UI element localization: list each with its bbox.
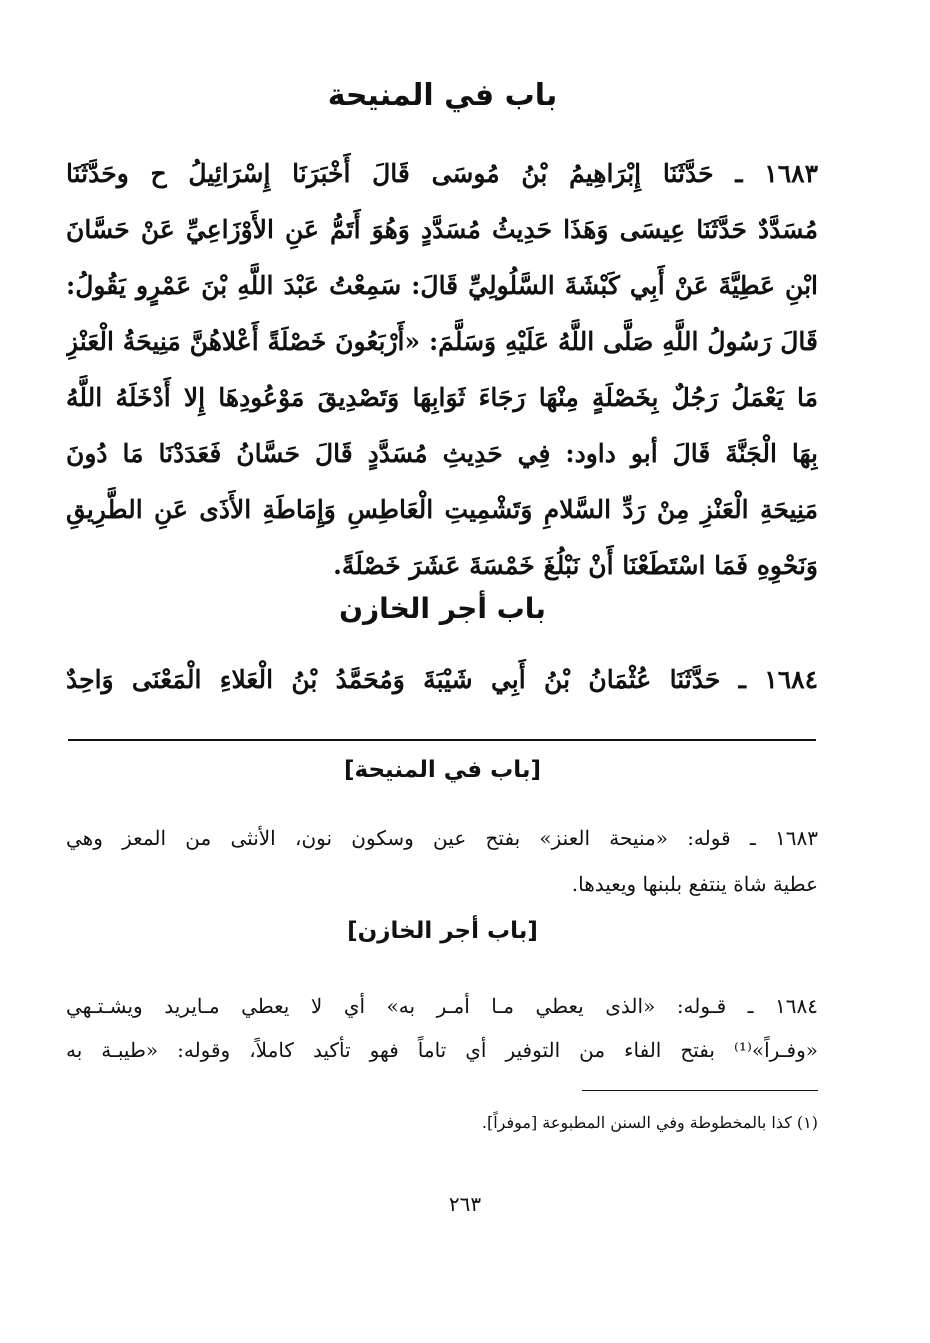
hadith-1683-line: قَالَ رَسُولُ اللَّهِ صَلَّى اللَّهُ عَلَيْهِ وَسَلَّمَ: «أَرْبَعُونَ خَصْلَةً أَعْلاهُنَّ مَنِيحَةُ الْعَنْزِ [66,327,818,356]
hadith-1683-line: ابْنِ عَطِيَّةَ عَنْ أَبِي كَبْشَةَ السَّلُولِيِّ قَالَ: سَمِعْتُ عَبْدَ اللَّهِ بْنَ عَمْرٍو يَقُولُ: [66,271,818,300]
commentary-line: ١٦٨٣ ـ قوله: «منيحة العنز» بفتح عين وسكون نون، الأنثى من المعز وهي [66,826,818,850]
commentary-divider [68,739,816,741]
hadith-1683-line: وَنَحْوِهِ فَمَا اسْتَطَعْنَا أَنْ نَبْلُغَ خَمْسَةَ عَشَرَ خَصْلَةً. [333,551,818,580]
commentary-line: «وفـراً»⁽¹⁾ بفتح الفاء من التوفير أي تاماً فهو تأكيد كاملاً، وقوله: «طيبـة به [66,1038,818,1062]
commentary-heading-al-maniha: [باب في المنيحة] [344,757,541,783]
commentary-heading-ajr-al-khazin: [باب أجر الخازن] [347,918,538,944]
footnote: (١) كذا بالمخطوطة وفي السنن المطبوعة [موفراً]. [481,1113,818,1132]
hadith-1683-line: مَنِيحَةِ الْعَنْزِ مِنْ رَدِّ السَّلامِ وَتَشْمِيتِ الْعَاطِسِ وَإِمَاطَةِ الأَذَى عَنِ الطَّرِيقِ [66,495,818,524]
commentary-line: عطية شاة ينتفع بلبنها ويعيدها. [571,872,818,896]
footnote-divider [582,1090,818,1091]
commentary-line: ١٦٨٤ ـ قـوله: «الذى يعطي مـا أمـر به» أي لا يعطي مـايريد ويشـتـهي [66,994,818,1018]
hadith-1683-line: بِهَا الْجَنَّةَ قَالَ أبو داود: فِي حَدِيثِ مُسَدَّدٍ قَالَ حَسَّانُ فَعَدَدْنَا مَا دُونَ [66,439,818,468]
hadith-1683-line: مُسَدَّدٌ حَدَّثَنَا عِيسَى وَهَذَا حَدِيثُ مُسَدَّدٍ وَهُوَ أَتَمُّ عَنِ الأَوْزَاعِيِّ عَنْ حَسَّانَ [66,215,818,244]
hadith-1684-line: ١٦٨٤ ـ حَدَّثَنَا عُثْمَانُ بْنُ أَبِي شَيْبَةَ وَمُحَمَّدُ بْنُ الْعَلاءِ الْمَعْنَى وَاحِدٌ [66,665,818,694]
chapter-heading-al-maniha: باب في المنيحة [327,78,558,113]
chapter-heading-ajr-al-khazin: باب أجر الخازن [339,592,546,625]
hadith-1683-line: مَا يَعْمَلُ رَجُلٌ بِخَصْلَةٍ مِنْهَا رَجَاءَ ثَوَابِهَا وَتَصْدِيقَ مَوْعُودِهَا إِلا أَدْخَلَهُ اللَّهُ [66,383,818,412]
hadith-1683-line: ١٦٨٣ ـ حَدَّثَنَا إِبْرَاهِيمُ بْنُ مُوسَى قَالَ أَخْبَرَنَا إِسْرَائِيلُ ح وحَدَّثَنَا [66,159,818,188]
page-number: ٢٦٣ [448,1192,482,1216]
